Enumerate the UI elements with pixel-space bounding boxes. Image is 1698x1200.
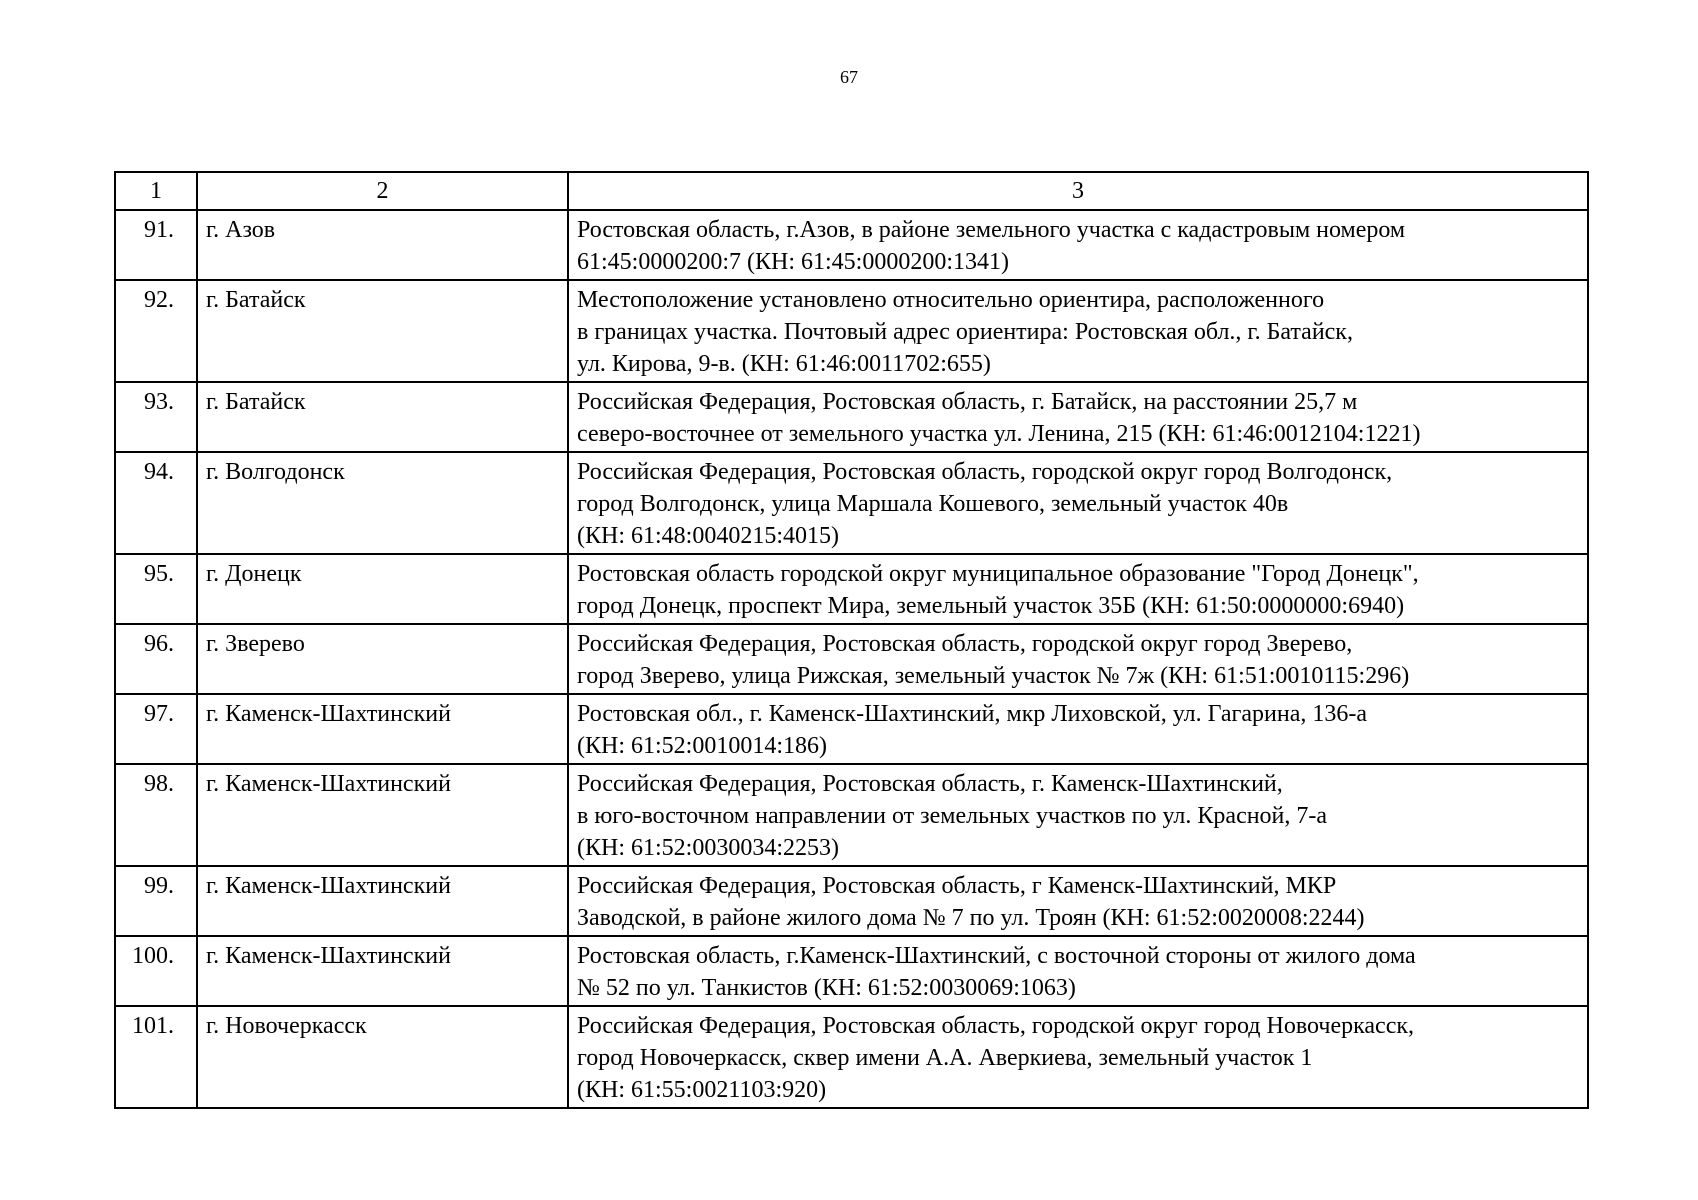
row-number: 91.	[115, 210, 197, 280]
table-row	[115, 866, 1588, 936]
column-header-2: 2	[197, 172, 568, 210]
address-line: (КН: 61:48:0040215:4015)	[577, 523, 839, 549]
table-row	[115, 764, 1588, 866]
address-line: Российская Федерация, Ростовская область, городской округ город Зверево,	[577, 631, 1353, 657]
address-line: № 52 по ул. Танкистов (КН: 61:52:0030069:1063)	[577, 975, 1076, 1001]
municipality-cell: г. Зверево	[197, 624, 568, 694]
address-line: город Зверево, улица Рижская, земельный участок № 7ж (КН: 61:51:0010115:296)	[577, 663, 1410, 689]
municipality-cell: г. Батайск	[197, 280, 568, 382]
municipality-cell: г. Батайск	[197, 382, 568, 452]
address-line: ул. Кирова, 9-в. (КН: 61:46:0011702:655)	[577, 351, 991, 377]
address-cell	[568, 624, 1588, 694]
address-line: Ростовская область, г.Каменск-Шахтинский, с восточной стороны от жилого дома	[577, 943, 1416, 969]
row-number: 98.	[115, 764, 197, 866]
page-number: 67	[840, 67, 858, 87]
address-line: Ростовская область, г.Азов, в районе земельного участка с кадастровым номером	[577, 217, 1406, 243]
address-cell	[568, 554, 1588, 624]
address-line: Заводской, в районе жилого дома № 7 по ул. Троян (КН: 61:52:0020008:2244)	[577, 905, 1365, 931]
table-row	[115, 554, 1588, 624]
address-cell	[568, 1006, 1588, 1108]
address-cell	[568, 280, 1588, 382]
address-line: Российская Федерация, Ростовская область, г. Каменск-Шахтинский,	[577, 771, 1283, 797]
address-cell	[568, 382, 1588, 452]
address-cell	[568, 694, 1588, 764]
row-number: 100.	[115, 936, 197, 1006]
table-row	[115, 694, 1588, 764]
address-cell	[568, 936, 1588, 1006]
municipality-cell: г. Каменск-Шахтинский	[197, 866, 568, 936]
address-line: в юго-восточном направлении от земельных участков по ул. Красной, 7-а	[577, 803, 1328, 829]
row-number: 96.	[115, 624, 197, 694]
municipality-cell: г. Каменск-Шахтинский	[197, 936, 568, 1006]
table-row	[115, 452, 1588, 554]
row-number: 97.	[115, 694, 197, 764]
row-number: 95.	[115, 554, 197, 624]
address-line: 61:45:0000200:7 (КН: 61:45:0000200:1341)	[577, 249, 1009, 275]
table-row	[115, 936, 1588, 1006]
table-row	[115, 382, 1588, 452]
address-line: в границах участка. Почтовый адрес ориентира: Ростовская обл., г. Батайск,	[577, 319, 1353, 345]
municipality-cell: г. Каменск-Шахтинский	[197, 764, 568, 866]
address-line: Российская Федерация, Ростовская область, городской округ город Новочеркасск,	[577, 1013, 1415, 1039]
row-number: 94.	[115, 452, 197, 554]
address-line: северо-восточнее от земельного участка ул. Ленина, 215 (КН: 61:46:0012104:1221)	[577, 421, 1421, 447]
municipality-cell: г. Новочеркасск	[197, 1006, 568, 1108]
municipality-cell: г. Каменск-Шахтинский	[197, 694, 568, 764]
address-cell	[568, 866, 1588, 936]
row-number: 93.	[115, 382, 197, 452]
address-line: Ростовская область городской округ муниципальное образование "Город Донецк",	[577, 561, 1419, 587]
column-header-3: 3	[568, 172, 1588, 210]
address-line: (КН: 61:52:0030034:2253)	[577, 835, 839, 861]
table-row	[115, 624, 1588, 694]
municipality-cell: г. Волгодонск	[197, 452, 568, 554]
address-line: Ростовская обл., г. Каменск-Шахтинский, мкр Лиховской, ул. Гагарина, 136-а	[577, 701, 1368, 727]
address-line: (КН: 61:55:0021103:920)	[577, 1077, 827, 1103]
row-number: 92.	[115, 280, 197, 382]
address-line: Местоположение установлено относительно ориентира, расположенного	[577, 287, 1325, 313]
address-cell	[568, 210, 1588, 280]
table-row	[115, 280, 1588, 382]
address-cell	[568, 452, 1588, 554]
table-body	[115, 210, 1588, 1108]
address-cell	[568, 764, 1588, 866]
address-line: Российская Федерация, Ростовская область, городской округ город Волгодонск,	[577, 459, 1393, 485]
address-line: город Волгодонск, улица Маршала Кошевого, земельный участок 40в	[577, 491, 1289, 517]
address-line: Российская Федерация, Ростовская область, г Каменск-Шахтинский, МКР	[577, 873, 1337, 899]
address-line: город Новочеркасск, сквер имени А.А. Аверкиева, земельный участок 1	[577, 1045, 1313, 1071]
municipality-cell: г. Азов	[197, 210, 568, 280]
table-row	[115, 210, 1588, 280]
municipality-cell: г. Донецк	[197, 554, 568, 624]
table-row	[115, 1006, 1588, 1108]
row-number: 101.	[115, 1006, 197, 1108]
land-plots-table	[114, 171, 1589, 1109]
address-line: Российская Федерация, Ростовская область, г. Батайск, на расстоянии 25,7 м	[577, 389, 1358, 415]
address-line: (КН: 61:52:0010014:186)	[577, 733, 827, 759]
column-header-1: 1	[115, 172, 197, 210]
row-number: 99.	[115, 866, 197, 936]
address-line: город Донецк, проспект Мира, земельный участок 35Б (КН: 61:50:0000000:6940)	[577, 593, 1405, 619]
table-header-row	[115, 172, 1588, 210]
